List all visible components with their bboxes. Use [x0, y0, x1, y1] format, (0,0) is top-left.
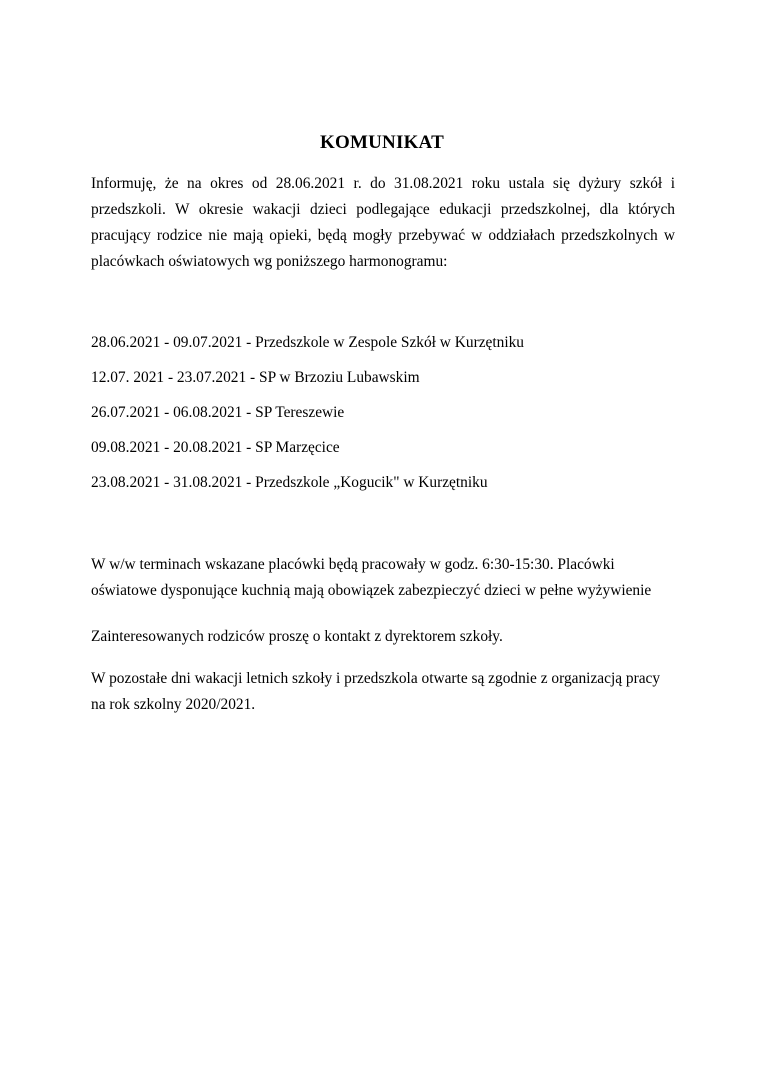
hours-line: W w/w terminach wskazane placówki będą pracowały w godz. 6:30-15:30. Placówki — [91, 556, 615, 573]
hours-line: oświatowe dysponujące kuchnią mają obowiązek zabezpieczyć dzieci w pełne wyżywienie — [91, 582, 652, 599]
schedule-item: 12.07. 2021 - 23.07.2021 - SP w Brzoziu Lubawskim — [91, 369, 420, 386]
document-title: KOMUNIKAT — [320, 132, 444, 153]
remaining-days-paragraph — [91, 666, 691, 718]
remaining-line: na rok szkolny 2020/2021. — [91, 696, 256, 713]
remaining-line: W pozostałe dni wakacji letnich szkoły i przedszkola otwarte są zgodnie z organizacją pracy — [91, 670, 661, 687]
schedule-item: 09.08.2021 - 20.08.2021 - SP Marzęcice — [91, 439, 340, 456]
contact-paragraph: Zainteresowanych rodziców proszę o kontakt z dyrektorem szkoły. — [91, 628, 503, 645]
schedule-item: 28.06.2021 - 09.07.2021 - Przedszkole w Zespole Szkół w Kurzętniku — [91, 334, 524, 351]
hours-paragraph — [91, 552, 691, 604]
schedule-item: 26.07.2021 - 06.08.2021 - SP Tereszewie — [91, 404, 345, 421]
intro-paragraph: Informuję, że na okres od 28.06.2021 r. do 31.08.2021 roku ustala się dyżury szkół i przedszkoli. W okresie wakacji dzieci podlegające edukacji przedszkolnej, dla których pracujący rodzice nie mają opieki, będą mogły przebywać w oddziałach przedszkolnych w placówkach oświatowych wg poniższego harmonogramu: — [91, 175, 675, 270]
schedule-item: 23.08.2021 - 31.08.2021 - Przedszkole „Kogucik" w Kurzętniku — [91, 474, 488, 491]
schedule-list — [91, 331, 691, 506]
